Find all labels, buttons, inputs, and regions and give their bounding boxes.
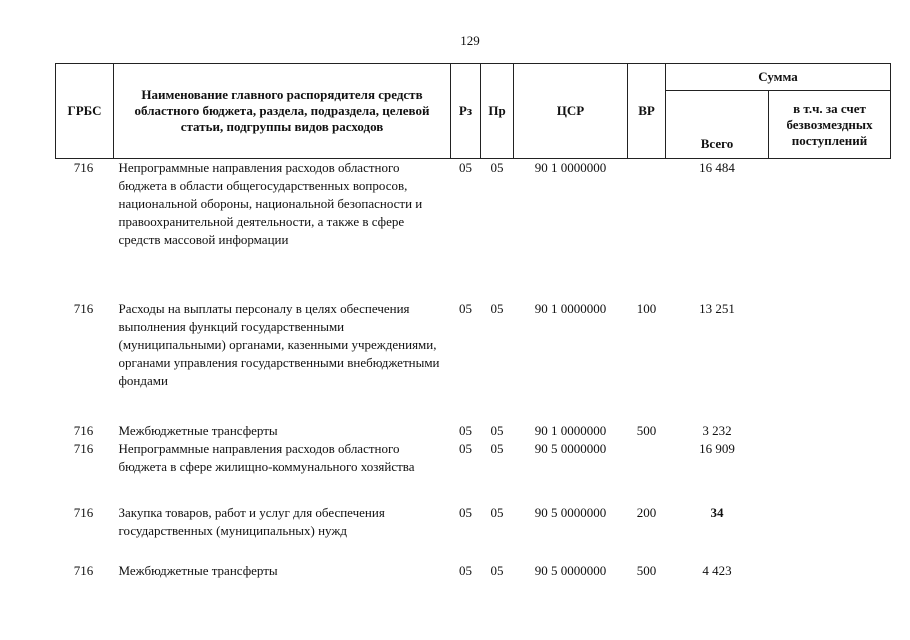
cell-csr: 90 5 0000000 [534,562,607,578]
cell-vr: 500 [636,422,657,438]
cell-rz: 05 [459,422,472,438]
header-name: Наименование главного распорядителя средств областного бюджета, раздела, подраздела, целевой статьи, подгруппы видов расходов [114,64,451,159]
table-row [56,504,891,562]
page-number: 129 [460,33,480,48]
cell-name: Закупка товаров, работ и услуг для обеспечения государственных (муниципальных) нужд [118,504,385,538]
cell-total: 13 251 [699,300,735,316]
header-csr: ЦСР [514,64,628,159]
cell-total: 16 909 [699,440,735,456]
cell-csr: 90 1 0000000 [534,422,607,438]
cell-csr: 90 1 0000000 [514,159,628,300]
cell-rz: 05 [459,562,472,578]
cell-free [769,422,891,440]
cell-vr [628,440,666,504]
header-free: в т.ч. за счет безвозмездных поступлений [769,91,891,159]
cell-csr: 90 1 0000000 [534,300,607,316]
cell-vr: 200 [636,504,657,520]
table-header [56,64,891,159]
header-vr: ВР [628,64,666,159]
cell-free [769,504,891,562]
cell-rz: 05 [459,504,472,520]
cell-rz: 05 [451,159,481,300]
cell-pr: 05 [490,300,504,316]
cell-grbs: 716 [73,504,94,520]
cell-vr: 500 [636,562,657,578]
cell-grbs: 716 [73,300,94,316]
cell-name: Межбюджетные трансферты [118,562,278,578]
cell-total: 16 484 [666,159,769,300]
cell-csr: 90 5 0000000 [534,440,607,456]
cell-free [769,562,891,580]
cell-pr: 05 [481,159,514,300]
cell-total: 34 [710,504,724,520]
cell-pr: 05 [490,504,504,520]
cell-free [769,300,891,422]
cell-total: 3 232 [702,422,732,438]
table-row [56,422,891,440]
cell-grbs: 716 [73,422,94,438]
cell-total: 4 423 [702,562,732,578]
cell-name: Межбюджетные трансферты [118,422,278,438]
cell-name: Расходы на выплаты персоналу в целях обеспечения выполнения функций государственными (муниципальными) органами, казенными учреждениями, органами управления государственными внебюджетными фондами [118,300,440,388]
header-rz: Рз [451,64,481,159]
cell-csr: 90 5 0000000 [534,504,607,520]
cell-pr: 05 [490,422,504,438]
cell-vr [628,159,666,300]
cell-grbs: 716 [73,440,94,456]
budget-table [55,63,891,580]
cell-free [769,440,891,504]
header-total: Всего [666,91,769,159]
header-grbs: ГРБС [56,64,114,159]
cell-rz: 05 [459,440,472,456]
cell-name: Непрограммные направления расходов областного бюджета в сфере жилищно-коммунального хозяйства [118,440,415,474]
cell-pr: 05 [490,562,504,578]
table-row [56,562,891,580]
table-row [56,159,891,300]
cell-rz: 05 [459,300,472,316]
cell-grbs: 716 [56,159,114,300]
table-body [56,159,891,580]
cell-free [769,159,891,300]
table-row [56,300,891,422]
budget-table-container [55,63,891,580]
cell-pr: 05 [490,440,504,456]
header-pr: Пр [481,64,514,159]
cell-grbs: 716 [73,562,94,578]
header-summa: Сумма [666,64,891,91]
table-row [56,440,891,504]
cell-name: Непрограммные направления расходов областного бюджета в области общегосударственных вопросов, национальной обороны, национальной безопасности и правоохранительной деятельности, а также в сфере средств массовой информации [114,159,451,300]
cell-vr: 100 [636,300,657,316]
